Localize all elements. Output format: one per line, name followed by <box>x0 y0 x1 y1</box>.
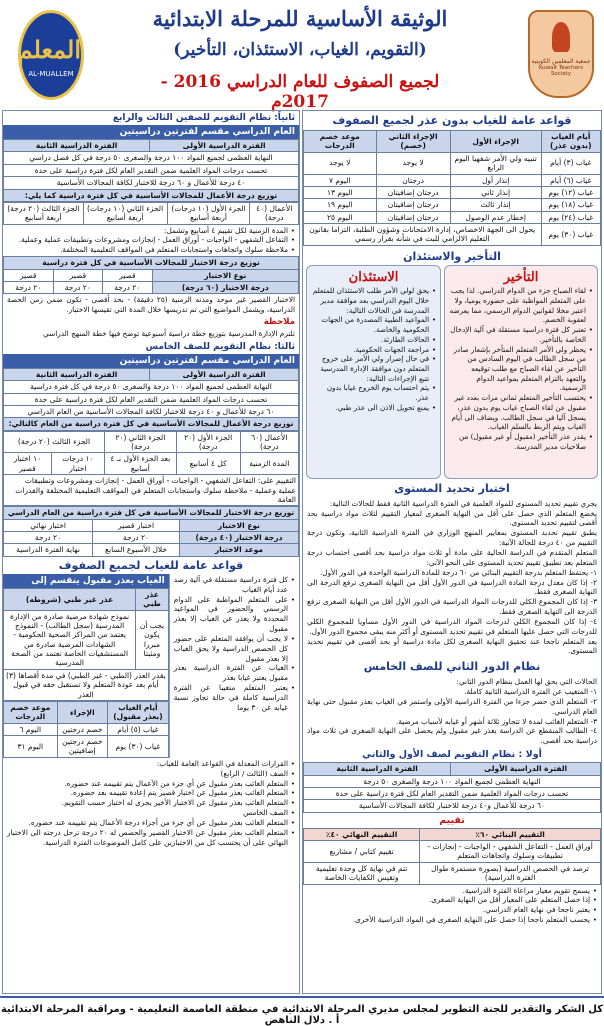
sec3-test-cell: موعد الاختبار <box>179 544 298 556</box>
sec2-note: • المدة الزمنية لكل تقييم ٤ أسابيع وتشمل: <box>7 226 295 236</box>
second-line: ١- المتغيب عن الفترة الدراسية الثانية كاملة. <box>464 687 597 697</box>
sec2-dist-cell: الجزء الأول (١٠ درجات) أربعة أسابيع <box>167 202 250 224</box>
sec3-h2: الفترة الدراسية الثانية <box>4 368 150 380</box>
sec4-note-item: • المتعلم الغائب بعذر مقبول عن اختبار قصير يتم إعادة تقييمه بعد حضوره. <box>7 788 295 798</box>
sec4-right-item: • على المتعلم المواظبة على الدوام الرسمي والحضور في المواعيد المحددة ولا يعذر عن الغياب إلا بعذر مقبول <box>174 595 295 634</box>
left-column <box>2 110 300 994</box>
sec2-h1: الفترة الدراسية الأولى <box>150 140 299 152</box>
sec2-test-cell: قصير <box>53 269 103 281</box>
sec3-row: النهاية العظمى لجميع المواد ١٠٠ درجة والصغرى ٥٠ درجة في كل فترة دراسية <box>4 381 299 393</box>
absence-cell: غياب (١٨) يوم <box>541 199 600 211</box>
eval-h1: التقييم البنائي ٦٠٪ <box>420 828 601 840</box>
footer: كل الشكر والتقدير للجنة التطوير لمجلس مديري المرحلة الابتدائية في منطقة العاصمة التعليمية - ومراقبة المرحلة الابتدائية أ . دلال الناهض <box>0 996 604 1024</box>
second-round-title: نظام الدور الثاني للصف الخامس <box>363 660 541 674</box>
sec3-assess: التقييم على: التفاعل الشفهي - الواجبات - أوراق العمل - إنجازات ومشروعات وتطبيقات عملية وعملية - ملاحظة سلوك واستجابات المتعلم في المواقف التعليمية المختلفة والقدرات العامة <box>4 475 299 506</box>
sec3-test-cell: ٢٠ درجة <box>93 532 180 544</box>
permit-box-head: الاستئذان <box>348 269 399 285</box>
sec3-dist-cell: ١٠ اختبار قصير <box>4 453 52 475</box>
absence-cell: درجتان إضافيتان <box>376 199 450 211</box>
eval-cell: أوراق العمل - التفاعل الشفهي - الواجبات - إنجازات - تطبيقات وسلوك واتجاهات المتعلم <box>420 841 601 863</box>
second-line: الحالات التي يحق لها العمل بنظام الدور الثاني: <box>456 677 597 687</box>
sec2-dist-cell: الأعمال (٤٠ درجة) <box>250 202 299 224</box>
page-subtitle: (التقويم، الغياب، الاستئذان، التأخير) <box>173 40 427 60</box>
first-row: ٦٠ درجة للأعمال و٤٠ درجة للاختبار لكافة المجالات الأساسية <box>304 800 601 812</box>
permit-box <box>306 265 441 479</box>
sec4-right-item: • يعتبر المتعلم متغيبا عن الفترة الدراسية كاملة في حالة تجاوز نسبة غيابه عن ٣٠ يوما <box>174 683 295 713</box>
sec4-title: قواعد عامة للغياب لجميع الصفوف <box>58 558 244 572</box>
sec4-excuse-table <box>3 588 169 701</box>
absence-cell: اليوم ١٣ <box>304 186 377 198</box>
sec3-dist-cell: الجزء الأول (٢٠ درجة) <box>176 431 240 453</box>
sec4-note-item: • المتعلم الغائب بعذر مقبول عن الاختبار القصير والحصص له ٢٠ درجة ترحل درجته الى الاختبار النهائي على أن يحتسب كل من الاختبارين على كامل الموضوعات الفترة الدراسية. <box>7 828 295 848</box>
late-item: • تعتبر كل فترة دراسية مستقلة في آلية الإدخال الخاصة بالتأخير. <box>449 325 593 344</box>
second-line: ٣- المتعلم الغائب لمدة لا تتجاوز ثلاثة أشهر أو غيابه لأسباب مرضية. <box>396 716 597 726</box>
absence-cell: لا يوجد <box>376 152 450 174</box>
sec3-bar: العام الدراسي مقسم لفترتين دراسيتين <box>3 354 299 368</box>
level-line: يعد المتعلم ناجحا عند تحقيق النهاية الصغرى لكل مادة دراسية أو بحد أقصى في تقييم تحديد المستوى. <box>307 636 597 656</box>
sec3-dist-cell: كل ٤ أسابيع <box>176 453 240 475</box>
late-title: التأخير والاستئذان <box>403 249 501 263</box>
absence-cell: غياب (١٢) يوم <box>541 186 600 198</box>
permit-item: • المواعيد الطبية المصدرة من الجهات الحكومية والخاصة. <box>311 315 436 334</box>
right-note: • إذا حصل المتعلم على المعيار أقل من النهاية الصغرى. <box>307 895 597 905</box>
absence-cell: تنبيه ولي الأمر شفهيا اليوم الرابع <box>450 152 541 174</box>
sec4-note-item: • الصف الخامس <box>7 808 295 818</box>
eval-table <box>303 828 601 885</box>
right-notes <box>303 885 601 926</box>
kuwait-teachers-society-logo <box>528 10 594 98</box>
absence-cell: درجتان إضافيتان <box>376 211 450 223</box>
sec2-h2: الفترة الدراسية الثانية <box>4 140 150 152</box>
first-grade-title: أولا : نظام التقويم لصف الأول والثاني <box>362 749 542 761</box>
sec4-c3: اليوم ٣١ <box>4 736 58 758</box>
sec4-note-item: • المتعلم الغائب بعذر مقبول عن الاختبار الأخير يجرى له اختبار حسب التقويم. <box>7 798 295 808</box>
absence-cell: درجتان <box>376 174 450 186</box>
sec4-right-item: • الغياب عن الفترة الدراسية بعذر مقبول يعتبر غيابا بعذر <box>174 663 295 683</box>
absence-header: أيام الغياب (بدون عذر) <box>541 131 600 153</box>
second-line: ٤- الطالب المنقطع عن الدراسة بعذر غير مقبول ولم يحصل على النهاية الصغرى في ثلاث مواد دراسية بحد أقصى. <box>307 726 597 746</box>
late-box <box>444 265 598 479</box>
first-h2: الفترة الدراسية الثانية <box>304 763 451 775</box>
sec2-test-cell: نوع الاختبار <box>152 269 298 281</box>
page-title: الوثيقة الأساسية للمرحلة الابتدائية <box>152 6 448 31</box>
sec4-days-table <box>3 701 169 758</box>
logo-left-sub: AL-MUALLEM <box>28 70 74 78</box>
absence-row <box>304 199 601 211</box>
sec3-row: ٦٠ درجة للأعمال و ٤٠ درجة للاختبار لكافة المجالات الأساسية من العام الدراسي <box>4 405 299 417</box>
late-box-head: التأخير <box>503 269 539 285</box>
late-item: • يحظر ولي الأمر المتعلم المتأخر بإشعار صادر من سجل الطالب في اليوم السادس من التأخير عن لقاء الصباح مع طلب توقيعه والتعهد بالتزام المتعلم بمواعيد الدوام الرسمية. <box>449 345 593 394</box>
eval-cell: ترصد في الحصص الدراسية (بصورة مستمرة طوال الفترة الدراسية) <box>420 862 601 884</box>
sec4-h: عذر غير طبي (شروطه) <box>4 588 136 610</box>
absence-title: قواعد عامة للغياب بدون عذر لجميع الصفوف <box>332 114 572 127</box>
sec2-row: ٤٠ درجة للأعمال و ٦٠ درجة للاختبار لكافة المجالات الأساسية <box>4 177 299 189</box>
absence-row <box>304 224 601 246</box>
sec4-cell: نموذج شهادة مرضية صادرة من الإدارة المدرسية (سجل الطالب) - النموذج يعتمد من المراكز الصحية الحكومية - الشهادات المرضية صادرة من المستشفيات الخاصة تعتمد من الصحة المدرسية <box>4 610 136 669</box>
sec2-test-table <box>3 256 299 294</box>
almualem-logo <box>18 10 84 100</box>
note-text: تلتزم الإدارة المدرسية بتوزيع خطة دراسية أسبوعية توضح فيها خطة المنهج الدراسي <box>43 328 295 338</box>
eval-h2: التقييم النهائي ٤٠٪ <box>304 828 420 840</box>
late-item: • يقدر عذر التأخير (مقبول أو غير مقبول) من صلاحيات مدير المدرسة. <box>449 432 593 451</box>
permit-item: • الحالات الطارئة. <box>311 335 436 345</box>
late-item: • يحتسب التأخير المتعلم ثماني مرات بعدد غير مقبول عن لقاء الصباح غياب يوم بدون عذر، يسجل آليا في سجل الطالب. ويضاف الى أيام الغياب ويتم الربط بالسلم الغياب. <box>449 393 593 432</box>
permit-item: • مراجعة الجهات الحكومية. <box>311 345 436 355</box>
level-title: اختبار تحديد المستوى <box>394 481 510 495</box>
sec3-dist-cell: الجزء الثالث (٢٠ درجة) <box>4 431 105 453</box>
sec4-c3: خصم درجتين إضافيتين <box>57 736 108 758</box>
absence-cell: غياب (٣٠) يوم <box>541 224 600 246</box>
sec4-note-item: • القرارات المعدلة في القواعد العامة للغياب: <box>7 759 295 769</box>
sec4-h3: أيام الغياب (بعذر مقبول) <box>108 701 169 723</box>
right-note: • يعتبر ناجحا في نهاية العام الدراسي. <box>307 905 597 915</box>
absence-cell: اليوم ١٩ <box>304 199 377 211</box>
absence-cell: درجتان إضافيتان <box>376 186 450 198</box>
first-h1: الفترة الدراسية الأولى <box>451 763 601 775</box>
logo-left-text: المعلم <box>17 35 81 64</box>
permit-item: • يتم احتساب يوم الخروج غيابا بدون عذر. <box>311 383 436 402</box>
sec2-note: • التفاعل الشفهي - الواجبات - أوراق العمل - إنجازات ومشروعات وتطبيقات عملية وعملية. <box>7 235 295 245</box>
sec4-left <box>3 574 169 758</box>
sec2-bar: العام الدراسي مقسم لفترتين دراسيتين <box>3 125 299 139</box>
sec2-dist-head: توزيع درجة الأعمال للمجالات الأساسية في كل فترة دراسية كما يلي: <box>4 189 299 201</box>
absence-header: الإجراء الثاني (خصم) <box>376 131 450 153</box>
logo-right-en: Kuwait Teachers Society <box>538 65 584 77</box>
right-note: • يحسب المتعلم ناجحا إذا حصل على النهاية الصغرى في المواد الدراسية الأخرى. <box>307 915 597 925</box>
absence-header: الإجراء الأول <box>450 131 541 153</box>
sec3-test-head: توزيع درجة الاختبار للمجالات الأساسية في كل فترة دراسية من العام الدراسي <box>4 507 299 519</box>
right-note: • يسمح تقويم معيار مراعاة الفترة الدراسية. <box>307 886 597 896</box>
sec4-notes <box>3 758 299 849</box>
sec3-title: ثالثا: نظام التقويم للصف الخامس <box>145 341 295 352</box>
logo-right-name: جمعية المعلمين الكويتية <box>531 58 591 65</box>
sec4-right-list <box>169 574 299 758</box>
sec4-c3: غياب (٣٠) يوم <box>108 736 169 758</box>
sec4-body <box>3 574 299 758</box>
sec2-test-cell: قصير <box>103 269 153 281</box>
level-text <box>303 498 601 658</box>
sec4-h3: موعد خصم الدرجات <box>4 701 58 723</box>
note-label: ملاحظة <box>263 316 295 327</box>
absence-cell: غياب (٦) أيام <box>541 174 600 186</box>
second-round-text <box>303 676 601 747</box>
level-line: المتعلم المتقدم في الدراسة الحالية على مادة أو ثلاث مواد دراسية بحد أقصى احتساب درجة المتعلم بعد تطبيق تقييم تحديد المستوى على النحو الآتي: <box>307 547 597 567</box>
sec2-dist-cell: الجزء الثاني (١٠ درجات) أربعة أسابيع <box>83 202 167 224</box>
absence-cell: اليوم ٧ <box>304 174 377 186</box>
sec4-c3: غياب (٥) أيام <box>108 723 169 735</box>
page-year: لجميع الصفوف للعام الدراسي 2016 - 2017م <box>160 72 440 112</box>
sec4-right-item: • كل فترة دراسية مستقلة في آلية رصد عدد أيام الغياب <box>174 575 295 595</box>
absence-row <box>304 174 601 186</box>
absence-row <box>304 211 601 223</box>
sec3-test-cell: درجة الاختبار (٤٠ درجة) <box>179 532 298 544</box>
sec2-test-cell: ٢٠ درجة <box>4 281 54 293</box>
sec3-table <box>3 368 299 431</box>
absence-cell: غياب (٢٤) يوم <box>541 211 600 223</box>
header <box>0 0 604 112</box>
sec3-test-cell: ٢٠ درجة <box>4 532 93 544</box>
sec3-test-cell: خلال الأسبوع السابع <box>93 544 180 556</box>
permit-item: • يمنع تحويل الاذن الى عذر طبي. <box>311 403 436 413</box>
sec3-dist-cell: بعد الجزء الأول بـ ٤ أسابيع <box>104 453 176 475</box>
sec4-h3: الإجراء <box>57 701 108 723</box>
absence-row <box>304 186 601 198</box>
sec3-test-cell: نهاية الفترة الدراسية <box>4 544 93 556</box>
sec2-row: تحسب درجات المواد العلمية ضمن التقدير العام لكل فترة دراسية على حدة <box>4 164 299 176</box>
absence-cell: إنذار ثاني <box>450 186 541 198</box>
absence-cell: غياب (٣) أيام <box>541 152 600 174</box>
sec3-dist-cell: الأعمال (٦٠ درجة) <box>240 431 298 453</box>
permit-item: • يحق لولي الأمر طلب الاستئذان للمتعلم خلال اليوم الدراسي بعد موافقة مدير المدرسة في الحالات التالية: <box>311 286 436 315</box>
late-permit-boxes <box>303 265 601 479</box>
level-line: ٤- إذا كان المجموع الكلي لدرجات المواد الدراسية في الدور الأول مساويا للمجموع الكلي للدرجات التي حصل عليها المتعلم في تقييم تحديد المستوى أو أكثر منه يبقى مجموع الدور الأول. <box>307 616 597 636</box>
sec3-test-cell: اختبار قصير <box>93 519 180 531</box>
sec3-row: تحسب درجات المواد العلمية ضمن التقدير العام لكل فترة دراسية على حدة <box>4 393 299 405</box>
sec4-right-item: • لا يجب أن يوافقه المتعلم على حضور كل الحصص الدراسية ولا يحق الغياب إلا بعذر مقبول <box>174 634 295 664</box>
sec2-test-cell: ٢٠ درجة <box>53 281 103 293</box>
sec3-dist-head: توزيع درجة الأعمال للمجالات الأساسية في كل فترة دراسية من العام كالتالي: <box>4 418 299 430</box>
sec2-note: • ملاحظة سلوك واتجاهات واستجابات المتعلم في المواقف التعليمية المختلفة. <box>7 245 295 255</box>
sec2-row: النهاية العظمى لجميع المواد ١٠٠ درجة والصغرى ٥٠ درجة في كل فصل دراسي <box>4 152 299 164</box>
first-row: النهاية العظمى لجميع المواد ١٠٠ درجة والصغرى ٥٠ درجة <box>304 775 601 787</box>
absence-cell: يحول الى الجهة الاخصاص، إدارة الامتحانات وشؤون الطلبة، التزاما بقانون التعليم الالزامي للبت في شأنه بقرار رسمي <box>304 224 542 246</box>
first-row: تحسب درجات المواد العلمية ضمن التقدير العام لكل فترة دراسية على حدة <box>304 787 601 799</box>
sec3-test-table <box>3 506 299 557</box>
absence-cell: اليوم ٢٥ <box>304 211 377 223</box>
torch-icon <box>552 22 570 52</box>
absence-cell: إنذار ثالث <box>450 199 541 211</box>
sec2-table <box>3 139 299 202</box>
sec4-note-item: • المتعلم الغائب بعذر مقبول عن أي جزء من أجزاء درجة الأعمال يتم تقييمه عند حضوره. <box>7 818 295 828</box>
absence-row <box>304 152 601 174</box>
sec4-note-item: • المتعلم الغائب بعذر مقبول عن أي جزء من الأعمال يتم تقييمه عند حضوره. <box>7 779 295 789</box>
sec3-h1: الفترة الدراسية الأولى <box>150 368 299 380</box>
level-line: يطبق تقييم تحديد المستوى بمعايير المنهج الوزاري في الفترة الدراسية الثانية، وتكون درجة التقييم من ٤٠ درجة للحالة الآتية: <box>307 528 597 548</box>
sec3-dist-cell: الجزء الثاني (٢٠ درجة) <box>104 431 176 453</box>
sec2-dist-cell: الجزء الثالث (٢٠ درجة) أربعة أسابيع <box>4 202 84 224</box>
eval-title: تقييم <box>439 814 465 826</box>
absence-cell: إنذار أول <box>450 174 541 186</box>
level-line: ٣- إذا كان المجموع الكلي للدرجات المواد الدراسية في الدور الأول أقل من النهاية الصغرى ترفع الدرجة الى النهاية الصغرى فقط. <box>307 597 597 617</box>
level-line: يجري تقييم تحديد المستوى للمواد العلمية في الفترة الدراسية الثانية فقط للحالات التالية: <box>329 498 597 508</box>
absence-cell: لا يوجد <box>304 152 377 174</box>
first-grade-table <box>303 762 601 813</box>
sec2-dist-table <box>3 202 299 225</box>
level-line: يخضع المتعلم الذي حصل على أقل من النهاية الصغرى لمعيار التقييم لثلاث مواد دراسية بحد أقصى لتقييم تحديد المستوى. <box>307 508 597 528</box>
sec3-dist-cell: المدة الزمنية <box>240 453 298 475</box>
eval-cell: تقييم كتابي / مشاريع <box>304 841 420 863</box>
level-line: ٢- إذا كان معدل درجة المادة الدراسية في الدور الأول أقل من النهاية الصغرى ترفع الدرجة الى النهاية الصغرى فقط. <box>307 577 597 597</box>
sec3-dist-table <box>3 431 299 507</box>
sec4-h: عذر طبي <box>136 588 169 610</box>
absence-table <box>303 130 601 246</box>
absence-cell: إخطار عدم الوصول <box>450 211 541 223</box>
sec3-test-cell: اختبار نهائي <box>4 519 93 531</box>
sec2-test-note: الاختبار القصير غير موحد ومدته الزمنية (٢٥ دقيقة) - بحد أقصى - تكون ضمن زمن الحصة الدراسية، ويشمل المواضيع التي تم تدريسها خلال المدة التي تقيسها الاختبار. <box>7 295 296 315</box>
absence-header: موعد خصم الدرجات <box>304 131 377 153</box>
sec4-c3: اليوم ٦ <box>4 723 58 735</box>
level-line: ١- يحتفظ المتعلم بدرجة التقييم البنائي من ٦٠ درجة للمادة الدراسية الواحدة في الدور الأول. <box>319 567 597 577</box>
permit-item: • في حال إصرار ولي الأمر على خروج المتعلم دون موافقة الإدارة المدرسية تتبع الإجراءات التالية: <box>311 354 436 383</box>
sec4-c3: خصم درجتين <box>57 723 108 735</box>
sec4-cell: يجب أن يكون مبررا ومثبتا <box>136 610 169 669</box>
sec4-note-item: • الصف (الثالث / الرابع) <box>7 769 295 779</box>
sec4-bar: الغياب بعذر مقبول ينقسم إلى <box>3 574 169 588</box>
sec3-test-cell: نوع الاختبار <box>179 519 298 531</box>
second-line: ٢- المتعلم الذي حضر جزءا من الفترة الدراسية الأولى واستمر في الغياب بعذر مقبول حتى نهاية العام الدراسي. <box>307 696 597 716</box>
sec2-test-cell: درجة الاختبار (٦٠ درجة) <box>152 281 298 293</box>
late-item: • لقاء الصباح جزء من الدوام الدراسي. لذا يجب على المتعلم المواظبة على حضوره يوميا، ولا اعتبر مخلا لقوانين الدوام الرسمي، مما يعرضه لعقوبة الخصم. <box>449 286 593 325</box>
sec2-notes <box>3 225 299 257</box>
sec2-title: ثانياً: نظام التقويم للصفين الثالث والرابع <box>112 113 295 123</box>
sec2-test-cell: ٢٠ درجة <box>103 281 153 293</box>
sec2-test-head: توزيع درجة الاختبار للمجالات الأساسية في كل فترة دراسية <box>4 257 299 269</box>
sec4-note: يقدر العذر (الطبي - غير الطبي) في مدة أقصاها (٣) أيام بعد عودة المتعلم ولا تستقبل حقه في قبول العذر <box>4 669 169 700</box>
sec2-test-cell: قصير <box>4 269 54 281</box>
sec3-dist-cell: ١٠ درجات اختبار <box>51 453 104 475</box>
eval-cell: تتم في نهاية كل وحدة تعليمية وتقيس الكفايات الخاصة <box>304 862 420 884</box>
right-column <box>302 110 602 994</box>
